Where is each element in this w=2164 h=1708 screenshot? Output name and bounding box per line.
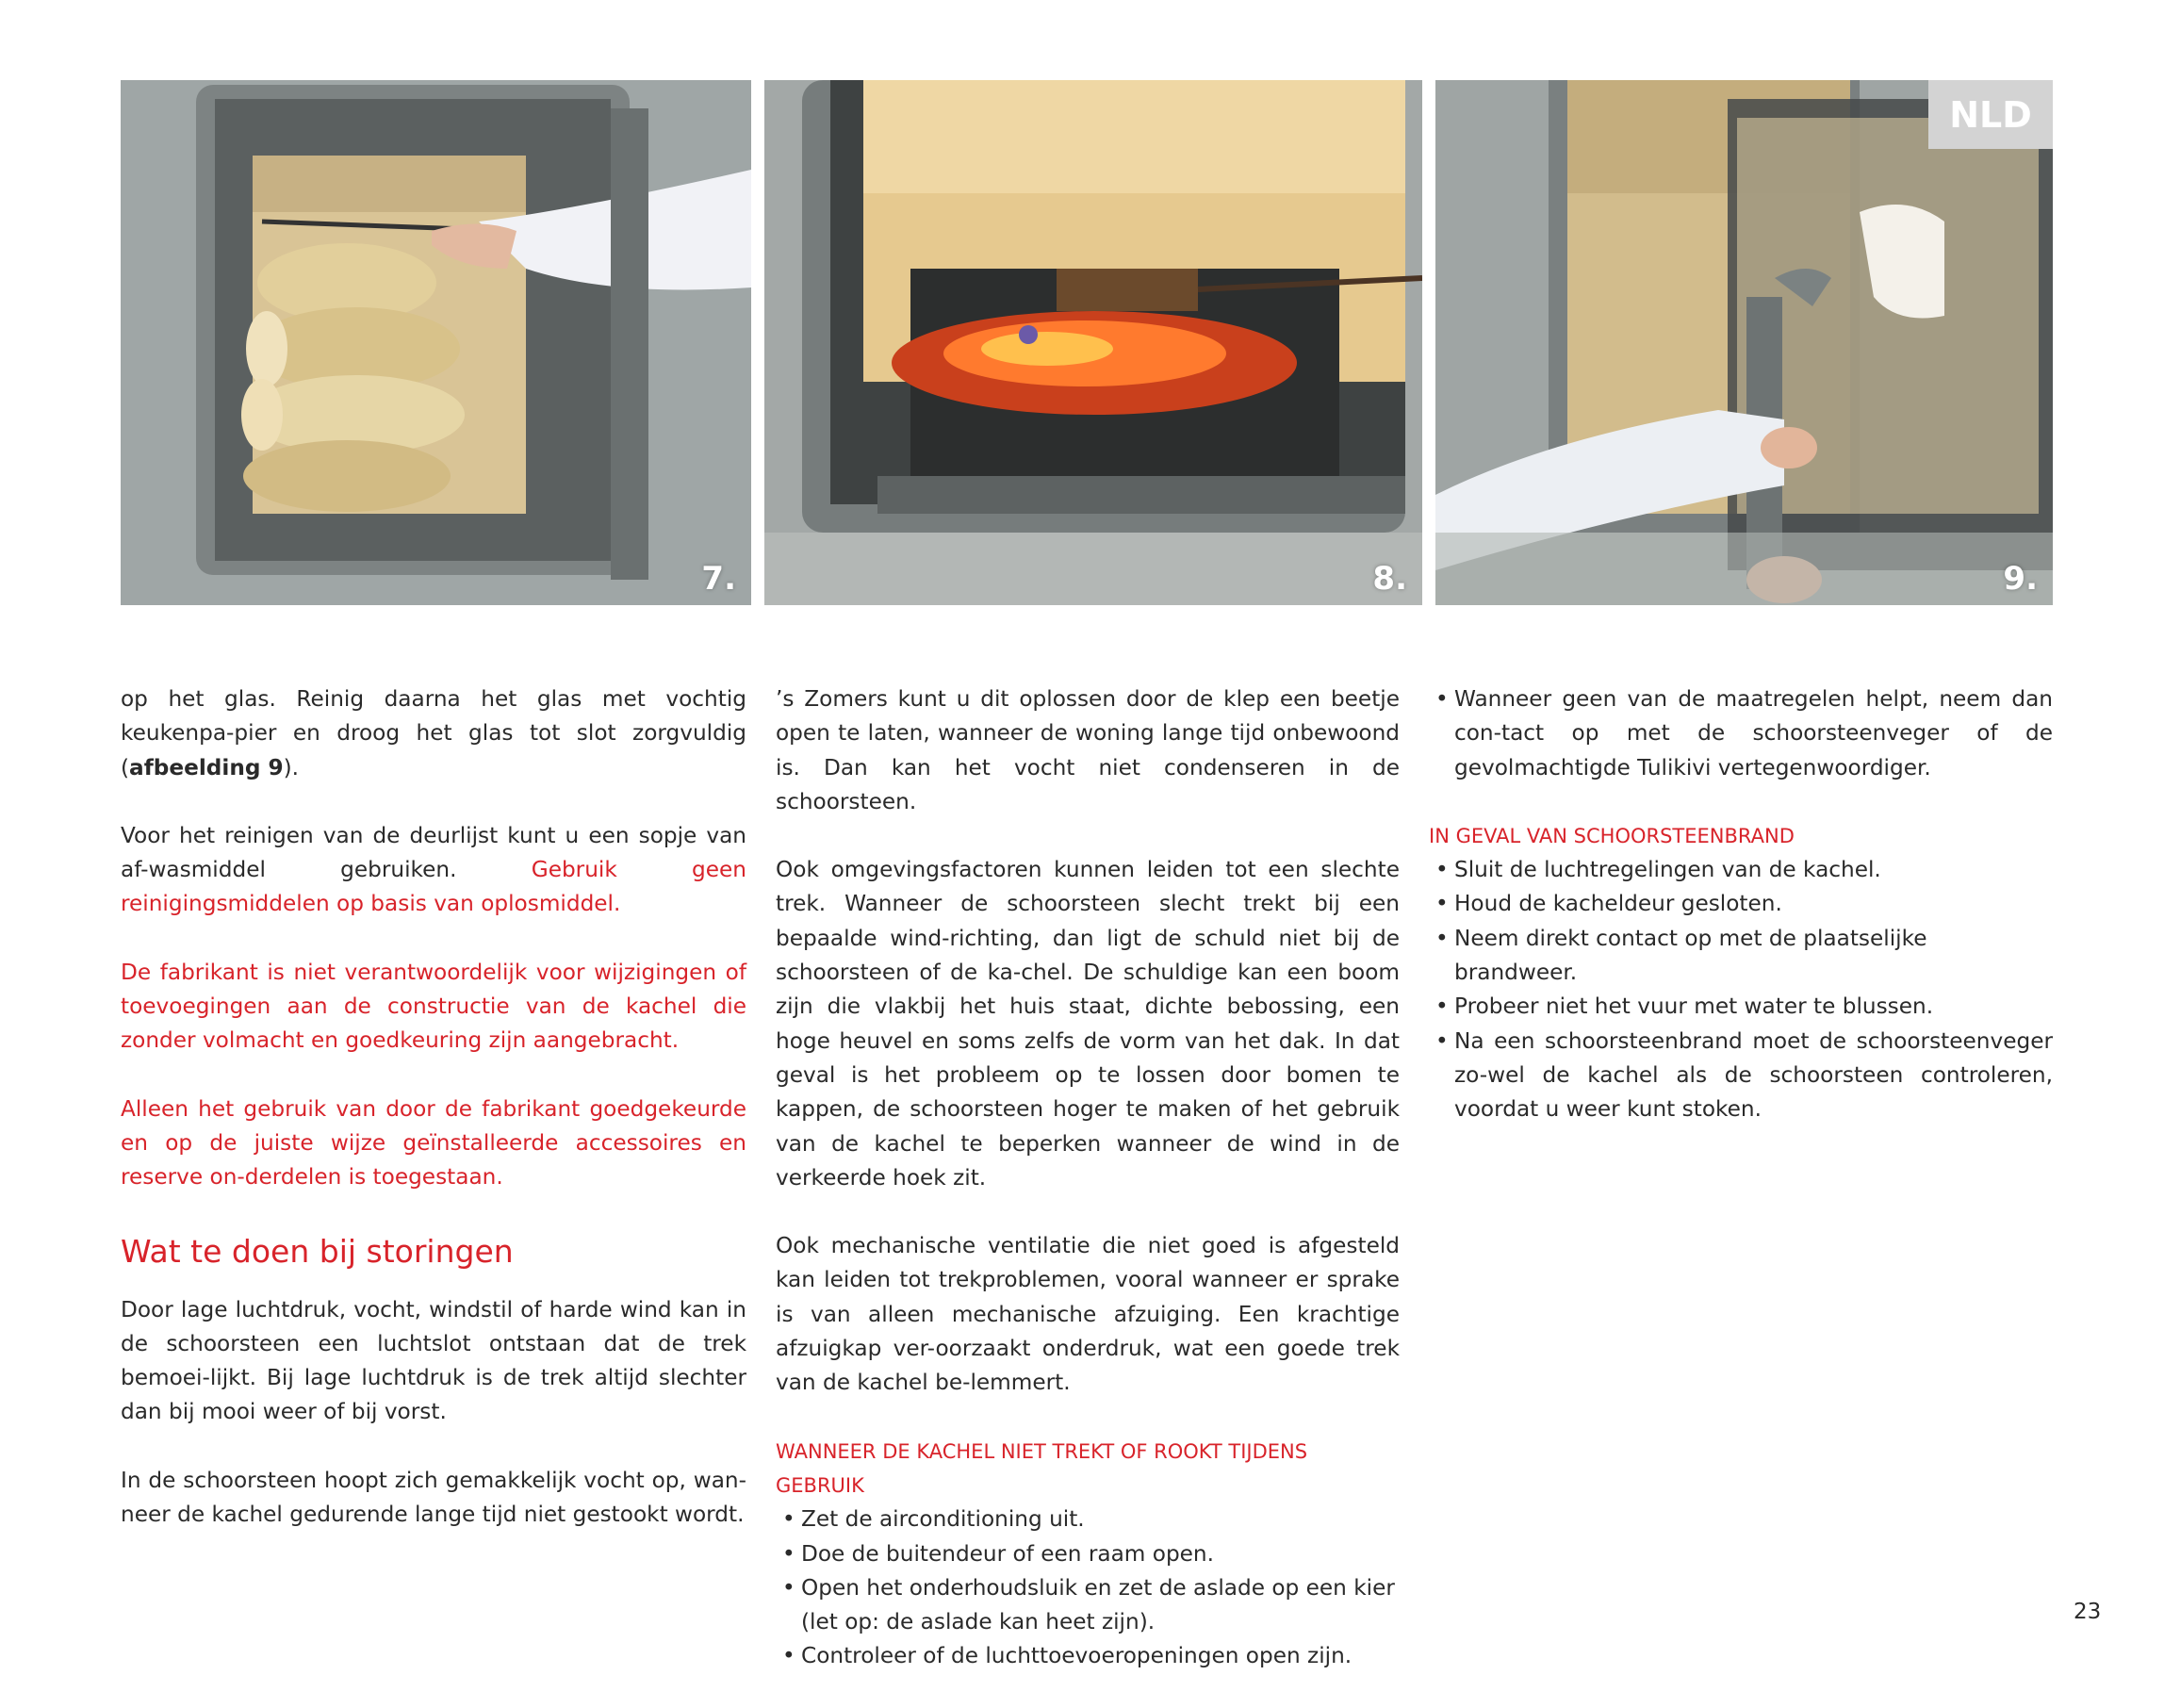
photo-7-illustration (121, 80, 751, 605)
paragraph-air-lock: Door lage luchtdruk, vocht, windstil of harde wind kan in de schoorsteen een luchtslot ontstaan dat de trek bemoei-lijkt. Bij lage luchtdruk is de trek altijd slechter dan bij mooi weer of bij vorst. (121, 1296, 746, 1425)
text-run: op het glas. Reinig daarna het glas met vochtig keukenpa-pier en droog het glas tot slot zorgvuldig ( (121, 686, 746, 780)
paragraph-environment: Ook omgevingsfactoren kunnen leiden tot een slechte trek. Wanneer de schoorsteen slecht trekt bij een bepaalde wind-richting, dan ligt de schuld niet bij de schoorsteen of de ka-chel. De schuldige kan een boom zijn die vlakbij het huis staat, dichte bebossing, een hoge heuvel en soms zelfs de vorm van het dak. In dat geval is het probleem op te lossen door bomen te kappen, de schoorsteen hoger te maken of het gebruik van de kachel te beperken wanneer de wind in de verkeerde hoek zit. (776, 857, 1400, 1191)
photo-8-embers (764, 80, 1422, 605)
warning-manufacturer: De fabrikant is niet verantwoordelijk voor wijzigingen of toevoegingen aan de constructie van de kachel die zonder volmacht en goedkeuring zijn aangebracht. (121, 959, 746, 1054)
photo-8-number: 8. (1372, 560, 1407, 598)
list-item: • Sluit de luchtregelingen van de kachel. (1429, 853, 2053, 887)
photo-9-illustration (1435, 80, 2053, 605)
warning-text: Gebruik geen reinigingsmiddelen op basis van oplosmiddel. (121, 857, 746, 917)
page-number: 23 (2074, 1600, 2102, 1624)
subheading-draft-problems: WANNEER DE KACHEL NIET TREKT OF ROOKT TIJDENS GEBRUIK (776, 1439, 1308, 1497)
text-column-1 (121, 682, 746, 1566)
list-item: • Probeer niet het vuur met water te blussen. (1429, 990, 2053, 1024)
list-item: • Doe de buitendeur of een raam open. (776, 1537, 1400, 1571)
photo-8-illustration (764, 80, 1422, 605)
section-heading: Wat te doen bij storingen (121, 1232, 514, 1270)
photo-9-number: 9. (2003, 560, 2038, 598)
list-item: • Zet de airconditioning uit. (776, 1503, 1400, 1536)
list-item: • Wanneer geen van de maatregelen helpt, neem dan con-tact op met de schoorsteenveger of de gevolmachtigde Tulikivi vertegenwoordiger. (1429, 682, 2053, 785)
text-column-3 (1429, 682, 2053, 1161)
paragraph-summer: ’s Zomers kunt u dit oplossen door de klep een beetje open te laten, wanneer de woning lange tijd onbewoond is. Dan kan het vocht niet condenseren in de schoorsteen. (776, 686, 1400, 814)
bullet-list-contact (1429, 682, 2053, 785)
photo-7-number: 7. (701, 560, 736, 598)
language-tab: NLD (1928, 80, 2053, 149)
figure-reference: afbeelding 9 (129, 754, 284, 780)
photo-7-loading-wood (121, 80, 751, 605)
photo-9-cleaning-glass (1435, 80, 2053, 605)
paragraph-door-frame (121, 819, 746, 922)
list-item: • Na een schoorsteenbrand moet de schoorsteenveger zo-wel de kachel als de schoorsteen controleren, voordat u weer kunt stoken. (1429, 1025, 2053, 1127)
subheading-chimney-fire: IN GEVAL VAN SCHOORSTEENBRAND (1429, 824, 1795, 847)
paragraph-cleaning-glass (121, 682, 746, 785)
text-column-2 (776, 682, 1400, 1708)
text-run: Voor het reinigen van de deurlijst kunt u een sopje van af-wasmiddel gebruiken. (121, 822, 746, 883)
list-item: • Neem direkt contact op met de plaatselijke brandweer. (1429, 922, 2053, 991)
list-item: • Open het onderhoudsluik en zet de aslade op een kier (let op: de aslade kan heet zijn). (776, 1571, 1400, 1640)
bullet-list-draft (776, 1503, 1400, 1673)
warning-accessories: Alleen het gebruik van door de fabrikant goedgekeurde en op de juiste wijze geïnstalleerde accessoires en reserve on-derdelen is toegestaan. (121, 1095, 746, 1191)
text-run: ). (283, 754, 300, 780)
bullet-list-chimney-fire (1429, 853, 2053, 1126)
list-item: • Controleer of de luchttoevoeropeningen open zijn. (776, 1639, 1400, 1673)
paragraph-ventilation: Ook mechanische ventilatie die niet goed is afgesteld kan leiden tot trekproblemen, vooral wanneer er sprake is van alleen mechanische afzuiging. Een krachtige afzuigkap ver-oorzaakt onderdruk, wat een goede trek van de kachel be-lemmert. (776, 1233, 1400, 1396)
list-item: • Houd de kacheldeur gesloten. (1429, 887, 2053, 921)
paragraph-moisture: In de schoorsteen hoopt zich gemakkelijk vocht op, wan-neer de kachel gedurende lange tijd niet gestookt wordt. (121, 1467, 746, 1528)
